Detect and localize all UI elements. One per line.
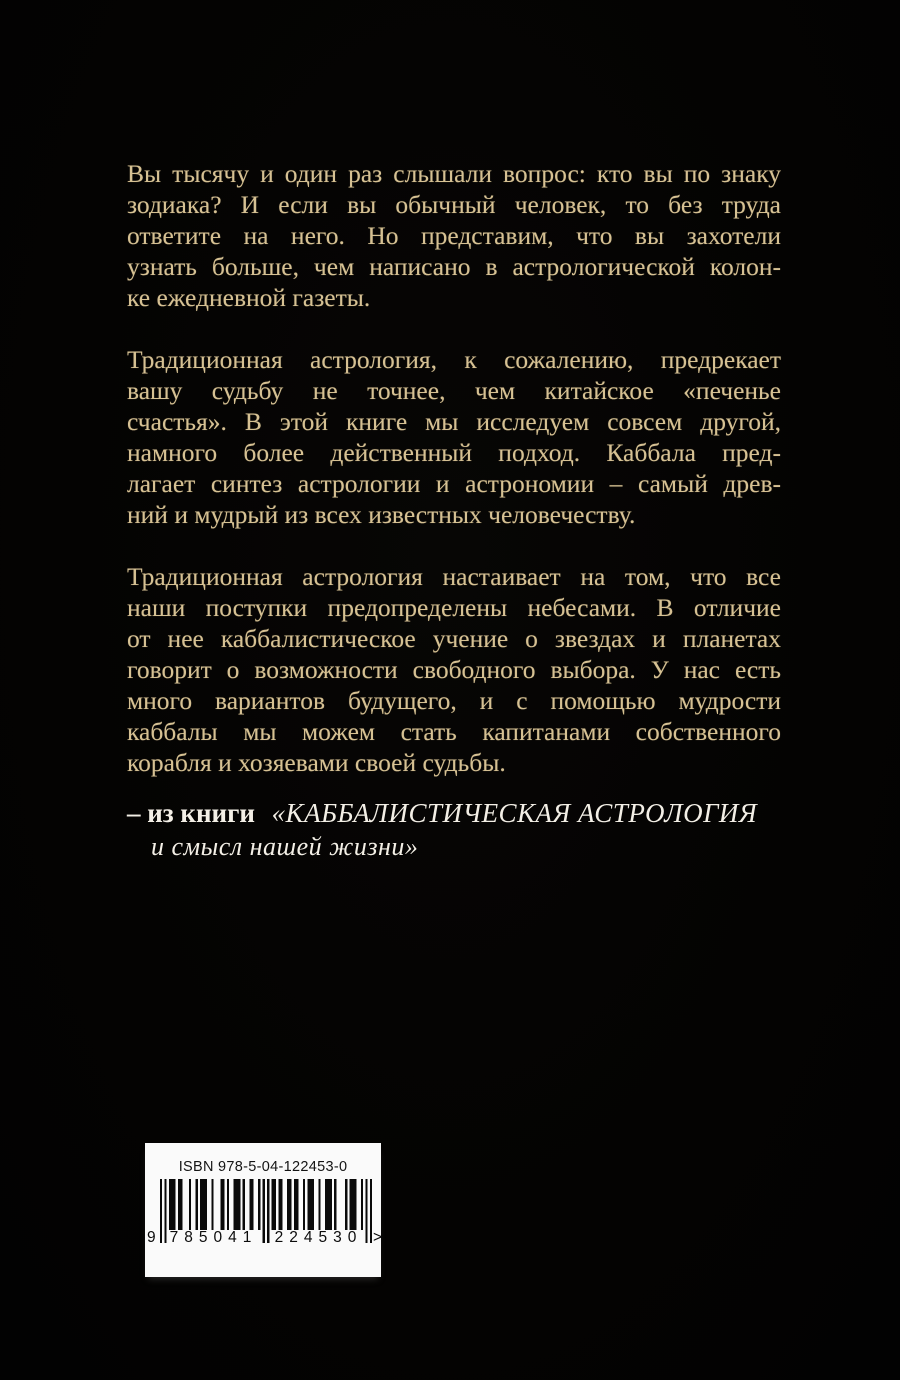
attribution-source-line xyxy=(127,796,807,830)
blurb-line: от нее каббалистическое учение о звездах и планетах xyxy=(127,624,781,653)
barcode-area xyxy=(145,1179,381,1251)
blurb-line: ний и мудрый из всех известных человечеству. xyxy=(127,500,636,529)
blurb-line: Традиционная астрология настаивает на том, что все xyxy=(127,562,781,591)
blurb-line: много вариантов будущего, и с помощью мудрости xyxy=(127,686,781,715)
blurb-line: лагает синтез астрологии и астрономии – самый древ- xyxy=(127,469,781,498)
blurb-line: корабля и хозяевами своей судьбы. xyxy=(127,748,506,777)
barcode-lead-digit: 9 xyxy=(147,1229,156,1246)
blurb-line: зодиака? И если вы обычный человек, то без труда xyxy=(127,190,781,219)
blurb-line: каббалы мы можем стать капитанами собственного xyxy=(127,717,781,746)
blurb-line: говорит о возможности свободного выбора. У нас есть xyxy=(127,655,781,684)
attribution-prefix: – из книги xyxy=(127,798,255,828)
blurb-line: счастья». В этой книге мы исследуем совсем другой, xyxy=(127,407,781,436)
book-subtitle: и смысл нашей жизни» xyxy=(151,832,419,861)
blurb-paragraph xyxy=(127,344,781,530)
barcode-left-group: 785041 xyxy=(169,1229,258,1246)
blurb-line: наши поступки предопределены небесами. В отличие xyxy=(127,593,781,622)
isbn-label: ISBN 978-5-04-122453-0 xyxy=(178,1159,348,1175)
blurb-line: ответите на него. Но представим, что вы захотели xyxy=(127,221,781,250)
blurb-line: Традиционная астрология, к сожалению, предрекает xyxy=(127,345,781,374)
blurb-line: Вы тысячу и один раз слышали вопрос: кто вы по знаку xyxy=(127,159,781,188)
blurb-line: намного более действенный подход. Каббала пред- xyxy=(127,438,781,467)
barcode-right-group: 224530 xyxy=(274,1229,363,1246)
blurb-text-block xyxy=(127,158,781,778)
blurb-line: узнать больше, чем написано в астрологической колон- xyxy=(127,252,781,281)
book-attribution xyxy=(127,796,807,864)
barcode xyxy=(145,1143,381,1277)
barcode-terminator: > xyxy=(373,1229,383,1246)
blurb-paragraph xyxy=(127,561,781,778)
book-title: «КАББАЛИСТИЧЕСКАЯ АСТРОЛОГИЯ xyxy=(271,798,758,828)
blurb-line: вашу судьбу не точнее, чем китайское «печенье xyxy=(127,376,781,405)
blurb-line: ке ежедневной газеты. xyxy=(127,283,371,312)
blurb-paragraph xyxy=(127,158,781,313)
